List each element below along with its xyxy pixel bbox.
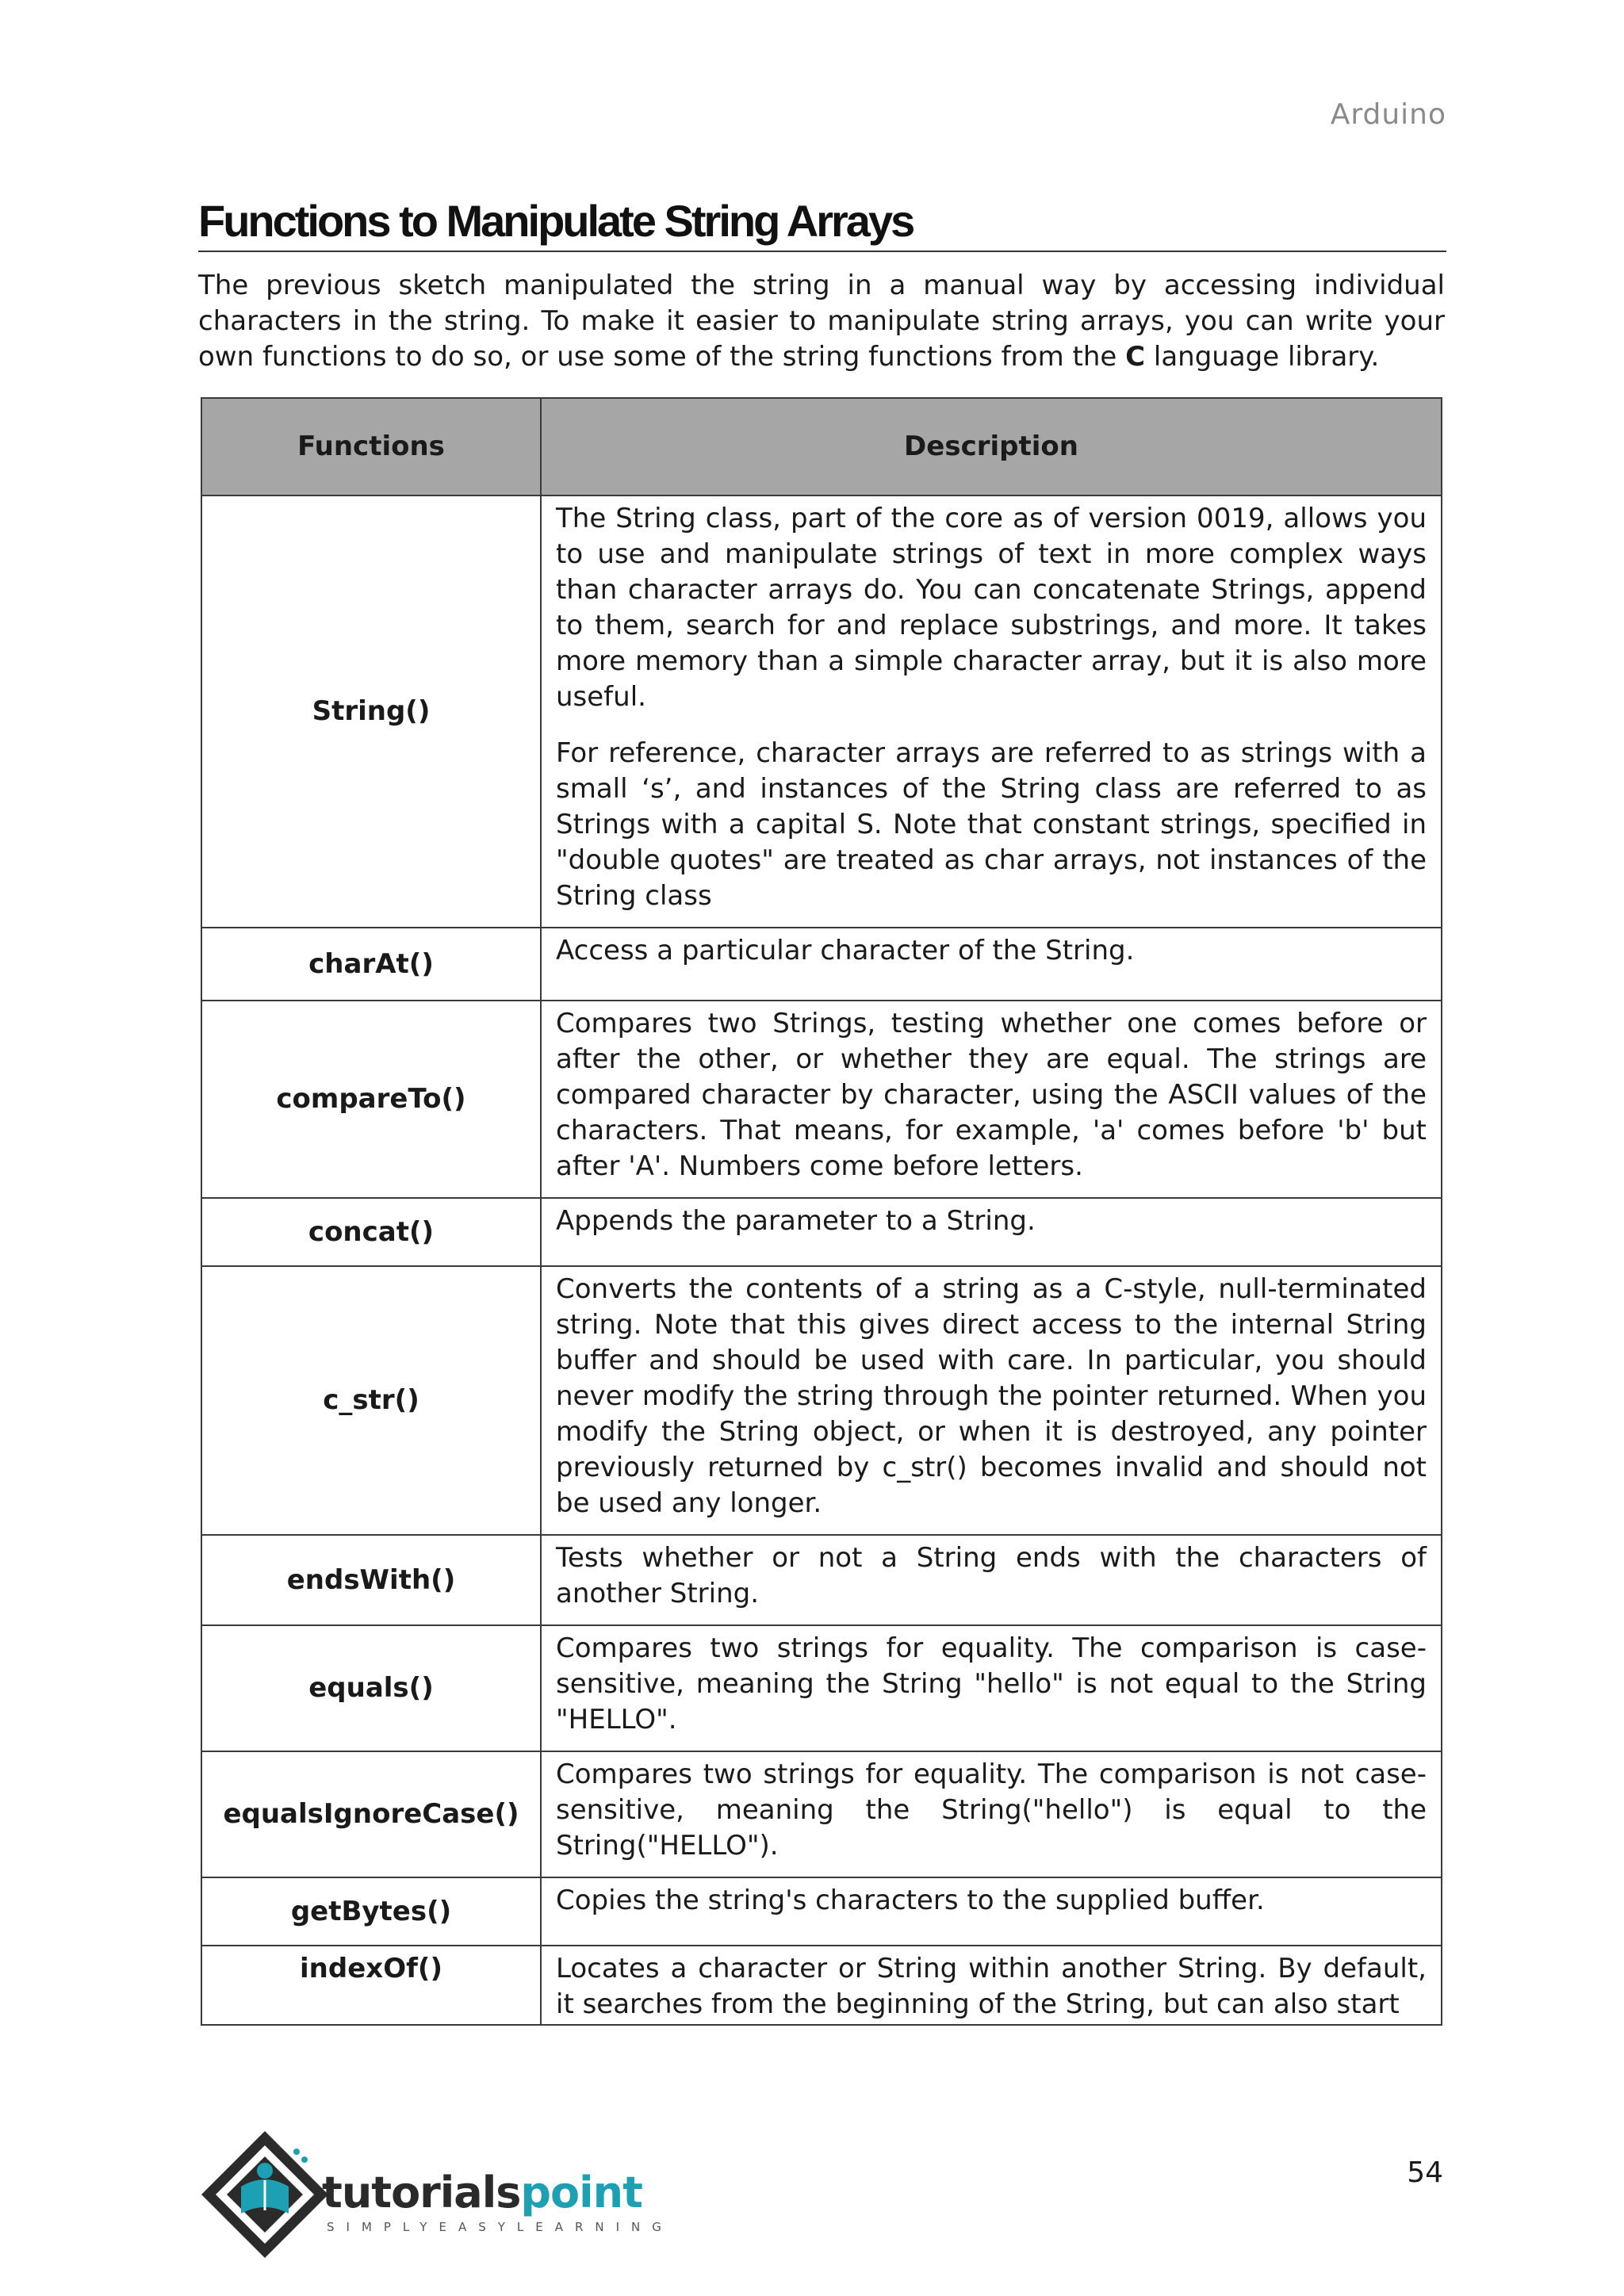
table-row: [201, 1877, 1442, 1946]
function-description: [541, 496, 1442, 928]
function-name: compareTo(): [201, 1001, 541, 1198]
function-description: [541, 1535, 1442, 1625]
function-name: endsWith(): [201, 1535, 541, 1625]
function-name: indexOf(): [201, 1946, 541, 2025]
description-paragraph: Converts the contents of a string as a C-style, null-terminated string. Note that this gives direct access to the internal String buffer and should be used with care. In particular, you should never modify the string through the pointer returned. When you modify the String object, or when it is destroyed, any pointer previously returned by c_str() becomes invalid and should not be used any longer.: [556, 1273, 1427, 1519]
logo-tagline: SIMPLYEASYLEARNING: [327, 2220, 673, 2234]
intro-text-start: The previous sketch manipulated the string in a manual way by accessing individual characters in the string. To make it easier to manipulate string arrays, you can write your own functions to do so, or use some of the string functions from the: [198, 270, 1445, 373]
page-number: 54: [1407, 2156, 1443, 2189]
function-name: String(): [201, 496, 541, 928]
function-description: [541, 928, 1442, 1001]
intro-paragraph: [198, 268, 1445, 375]
table-row: [201, 1946, 1442, 2025]
function-name: getBytes(): [201, 1877, 541, 1946]
function-description: [541, 1001, 1442, 1198]
tutorialspoint-logo[interactable]: [195, 2125, 673, 2264]
intro-bold-c: C: [1125, 341, 1146, 373]
function-name: concat(): [201, 1198, 541, 1266]
table-row: [201, 1625, 1442, 1751]
logo-diamond-icon: [195, 2125, 335, 2264]
function-name: charAt(): [201, 928, 541, 1001]
description-paragraph: Copies the string's characters to the supplied buffer.: [556, 1885, 1265, 1916]
column-header-functions: Functions: [201, 398, 541, 496]
logo-wordmark: [322, 2169, 642, 2217]
table-row: [201, 1266, 1442, 1535]
function-description: [541, 1751, 1442, 1877]
table-row: [201, 1198, 1442, 1266]
table-header-row: [201, 398, 1442, 496]
function-description: [541, 1946, 1442, 2025]
description-paragraph: Compares two strings for equality. The comparison is case-sensitive, meaning the String "hello" is not equal to the String "HELLO".: [556, 1632, 1427, 1735]
running-header: Arduino: [1330, 98, 1446, 131]
function-description: [541, 1877, 1442, 1946]
intro-text-end: language library.: [1145, 341, 1380, 373]
description-paragraph: Compares two Strings, testing whether one comes before or after the other, or whether they are equal. The strings are compared character by character, using the ASCII values of the characters. That means, for example, 'a' comes before 'b' but after 'A'. Numbers come before letters.: [556, 1008, 1427, 1182]
column-header-description: Description: [541, 398, 1442, 496]
table-row: [201, 928, 1442, 1001]
table-row: [201, 1001, 1442, 1198]
function-description: [541, 1266, 1442, 1535]
functions-table: [201, 397, 1442, 2026]
description-paragraph: Appends the parameter to a String.: [556, 1205, 1036, 1237]
function-description: [541, 1625, 1442, 1751]
section-title: Functions to Manipulate String Arrays: [198, 195, 1446, 252]
function-name: equalsIgnoreCase(): [201, 1751, 541, 1877]
description-paragraph: Access a particular character of the String.: [556, 935, 1135, 966]
function-name: c_str(): [201, 1266, 541, 1535]
logo-word-tutorials: tutorials: [322, 2168, 521, 2218]
table-row: [201, 1535, 1442, 1625]
function-description: [541, 1198, 1442, 1266]
logo-word-point: point: [520, 2168, 642, 2218]
description-paragraph: Locates a character or String within another String. By default, it searches from the beginning of the String, but can also start: [556, 1953, 1427, 2020]
description-paragraph: Tests whether or not a String ends with the characters of another String.: [556, 1542, 1427, 1609]
function-name: equals(): [201, 1625, 541, 1751]
description-paragraph: For reference, character arrays are referred to as strings with a small ‘s’, and instances of the String class are referred to as Strings with a capital S. Note that constant strings, specified in "double quotes" are treated as char arrays, not instances of the String class: [556, 737, 1427, 912]
description-paragraph: Compares two strings for equality. The comparison is not case-sensitive, meaning the String("hello") is equal to the String("HELLO").: [556, 1758, 1427, 1862]
table-row: [201, 1751, 1442, 1877]
table-row: [201, 496, 1442, 928]
description-paragraph: The String class, part of the core as of version 0019, allows you to use and manipulate strings of text in more complex ways than character arrays do. You can concatenate Strings, append to them, search for and replace substrings, and more. It takes more memory than a simple character array, but it is also more useful.: [556, 503, 1427, 713]
